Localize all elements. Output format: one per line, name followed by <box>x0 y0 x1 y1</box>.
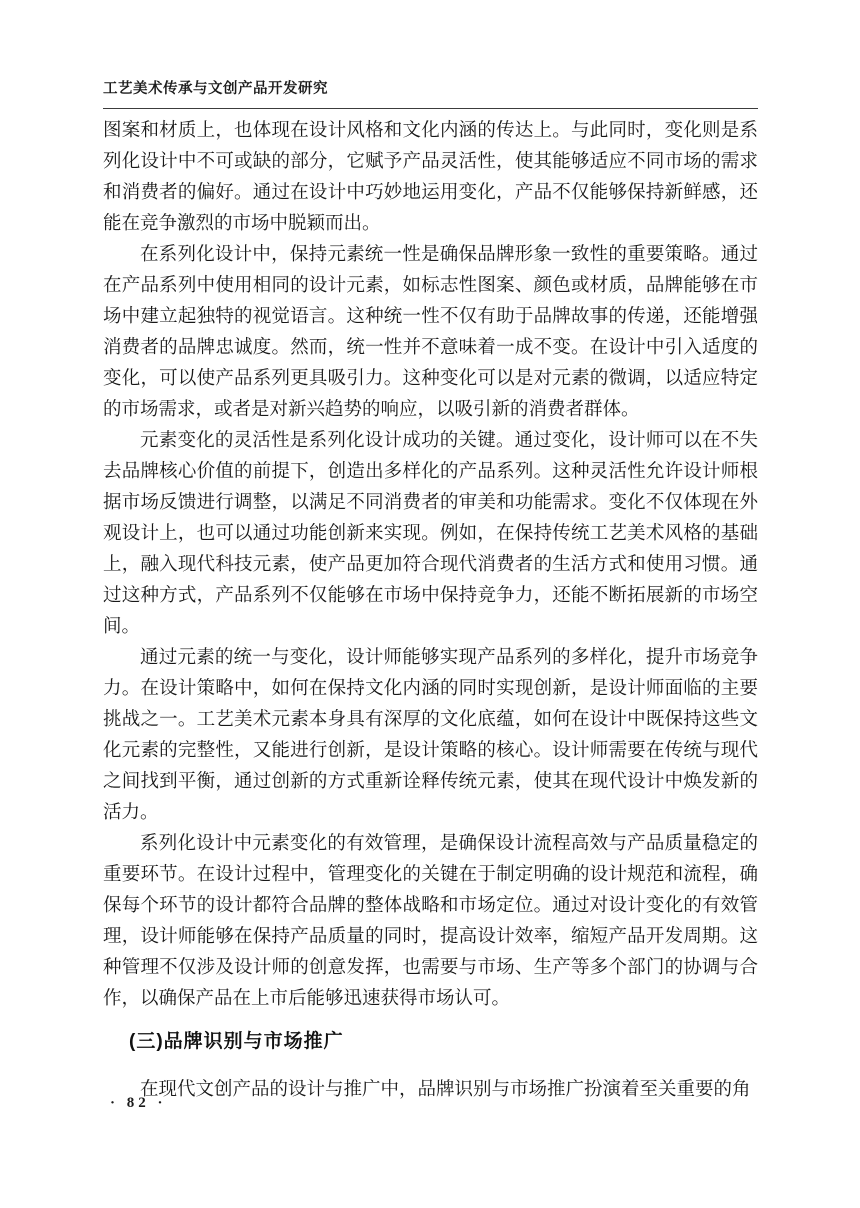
paragraph: 通过元素的统一与变化，设计师能够实现产品系列的多样化，提升市场竞争力。在设计策略中，如何在保持文化内涵的同时实现创新，是设计师面临的主要挑战之一。工艺美术元素本身具有深厚的文化底蕴，如何在设计中既保持这些文化元素的完整性，又能进行创新，是设计策略的核心。设计师需要在传统与现代之间找到平衡，通过创新的方式重新诠释传统元素，使其在现代设计中焕发新的活力。 <box>103 648 758 823</box>
running-header-title: 工艺美术传承与文创产品开发研究 <box>103 81 328 97</box>
page-footer <box>110 1094 167 1112</box>
running-header <box>103 77 758 109</box>
paragraph: 在现代文创产品的设计与推广中，品牌识别与市场推广扮演着至关重要的角 <box>140 1080 751 1100</box>
paragraph: 系列化设计中元素变化的有效管理，是确保设计流程高效与产品质量稳定的重要环节。在设计过程中，管理变化的关键在于制定明确的设计规范和流程，确保每个环节的设计都符合品牌的整体战略和市场定位。通过对设计变化的有效管理，设计师能够在保持产品质量的同时，提高设计效率，缩短产品开发周期。这种管理不仅涉及设计师的创意发挥，也需要与市场、生产等多个部门的协调与合作，以确保产品在上市后能够迅速获得市场认可。 <box>103 834 758 1009</box>
section-heading: (三)品牌识别与市场推广 <box>129 1031 344 1052</box>
page-content <box>103 77 758 1106</box>
paragraph: 元素变化的灵活性是系列化设计成功的关键。通过变化，设计师可以在不失去品牌核心价值的前提下，创造出多样化的产品系列。这种灵活性允许设计师根据市场反馈进行调整，以满足不同消费者的审美和功能需求。变化不仅体现在外观设计上，也可以通过功能创新来实现。例如，在保持传统工艺美术风格的基础上，融入现代科技元素，使产品更加符合现代消费者的生活方式和使用习惯。通过这种方式，产品系列不仅能够在市场中保持竞争力，还能不断拓展新的市场空间。 <box>103 431 758 637</box>
paragraph: 在系列化设计中，保持元素统一性是确保品牌形象一致性的重要策略。通过在产品系列中使用相同的设计元素，如标志性图案、颜色或材质，品牌能够在市场中建立起独特的视觉语言。这种统一性不仅有助于品牌故事的传递，还能增强消费者的品牌忠诚度。然而，统一性并不意味着一成不变。在设计中引入适度的变化，可以使产品系列更具吸引力。这种变化可以是对元素的微调，以适应特定的市场需求，或者是对新兴趋势的响应，以吸引新的消费者群体。 <box>103 245 758 420</box>
paragraph-continuation: 图案和材质上，也体现在设计风格和文化内涵的传达上。与此同时，变化则是系列化设计中不可或缺的部分，它赋予产品灵活性，使其能够适应不同市场的需求和消费者的偏好。通过在设计中巧妙地运用变化，产品不仅能够保持新鲜感，还能在竞争激烈的市场中脱颖而出。 <box>103 121 758 234</box>
header-rule <box>103 108 758 109</box>
page-number: · 82 · <box>110 1095 167 1111</box>
page-body <box>103 116 758 1106</box>
